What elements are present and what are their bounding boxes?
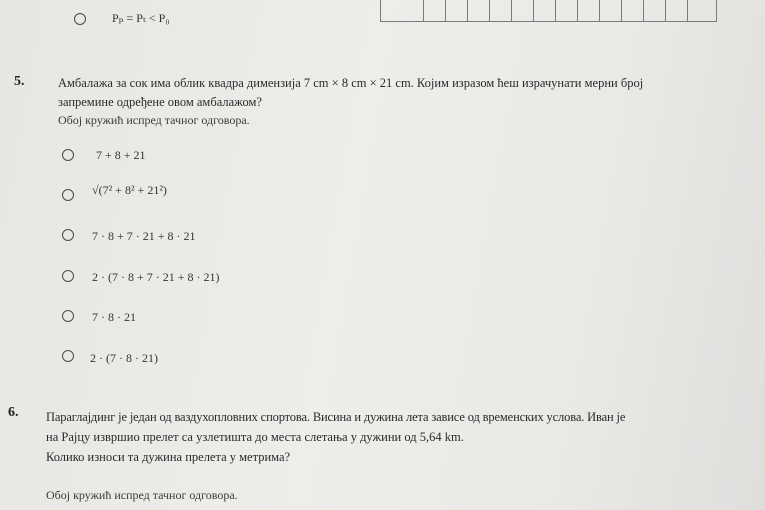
q5-option-2-text: √(7² + 8² + 21²)	[92, 183, 167, 197]
q5-option-1-text: 7 + 8 + 21	[96, 148, 146, 162]
q5-number: 5.	[14, 74, 25, 89]
q5-line2: запремине одређене овом амбалажом?	[58, 95, 262, 109]
q5-option-6-text: 2 · (7 · 8 · 21)	[90, 351, 158, 365]
q5-option-4-radio[interactable]	[62, 270, 74, 282]
q5-option-5-text: 7 · 8 · 21	[92, 310, 136, 324]
answer-grid	[380, 0, 717, 22]
q5-instruction: Обој кружић испред тачног одговора.	[58, 113, 250, 127]
q5-line1: Амбалажа за сок има облик квадра димензија 7 cm × 8 cm × 21 cm. Којим изразом ћеш израчунати мерни број	[58, 76, 644, 90]
q5-option-1-radio[interactable]	[62, 149, 74, 161]
q5-option-3-radio[interactable]	[62, 229, 74, 241]
q5-option-5-radio[interactable]	[62, 310, 74, 322]
q6-instruction: Обој кружић испред тачног одговора.	[46, 488, 238, 502]
prev-option-radio[interactable]	[74, 13, 86, 25]
q6-line2: на Рајцу извршио прелет са узлетишта до места слетања у дужини од 5,64 km.	[46, 430, 464, 444]
q5-option-2-radio[interactable]	[62, 189, 74, 201]
q5-option-6-radio[interactable]	[62, 350, 74, 362]
prev-option-text: Pₚ = Pₜ < P₀	[112, 11, 170, 25]
q6-line1: Параглајдинг је један од ваздухопловних спортова. Висина и дужина лета зависе од временских услова. Иван је	[46, 410, 626, 424]
q5-option-3-text: 7 · 8 + 7 · 21 + 8 · 21	[92, 229, 196, 243]
q5-option-4-text: 2 · (7 · 8 + 7 · 21 + 8 · 21)	[92, 270, 220, 284]
q6-line3: Колико износи та дужина прелета у метрима?	[46, 450, 291, 464]
q6-number: 6.	[8, 405, 19, 420]
